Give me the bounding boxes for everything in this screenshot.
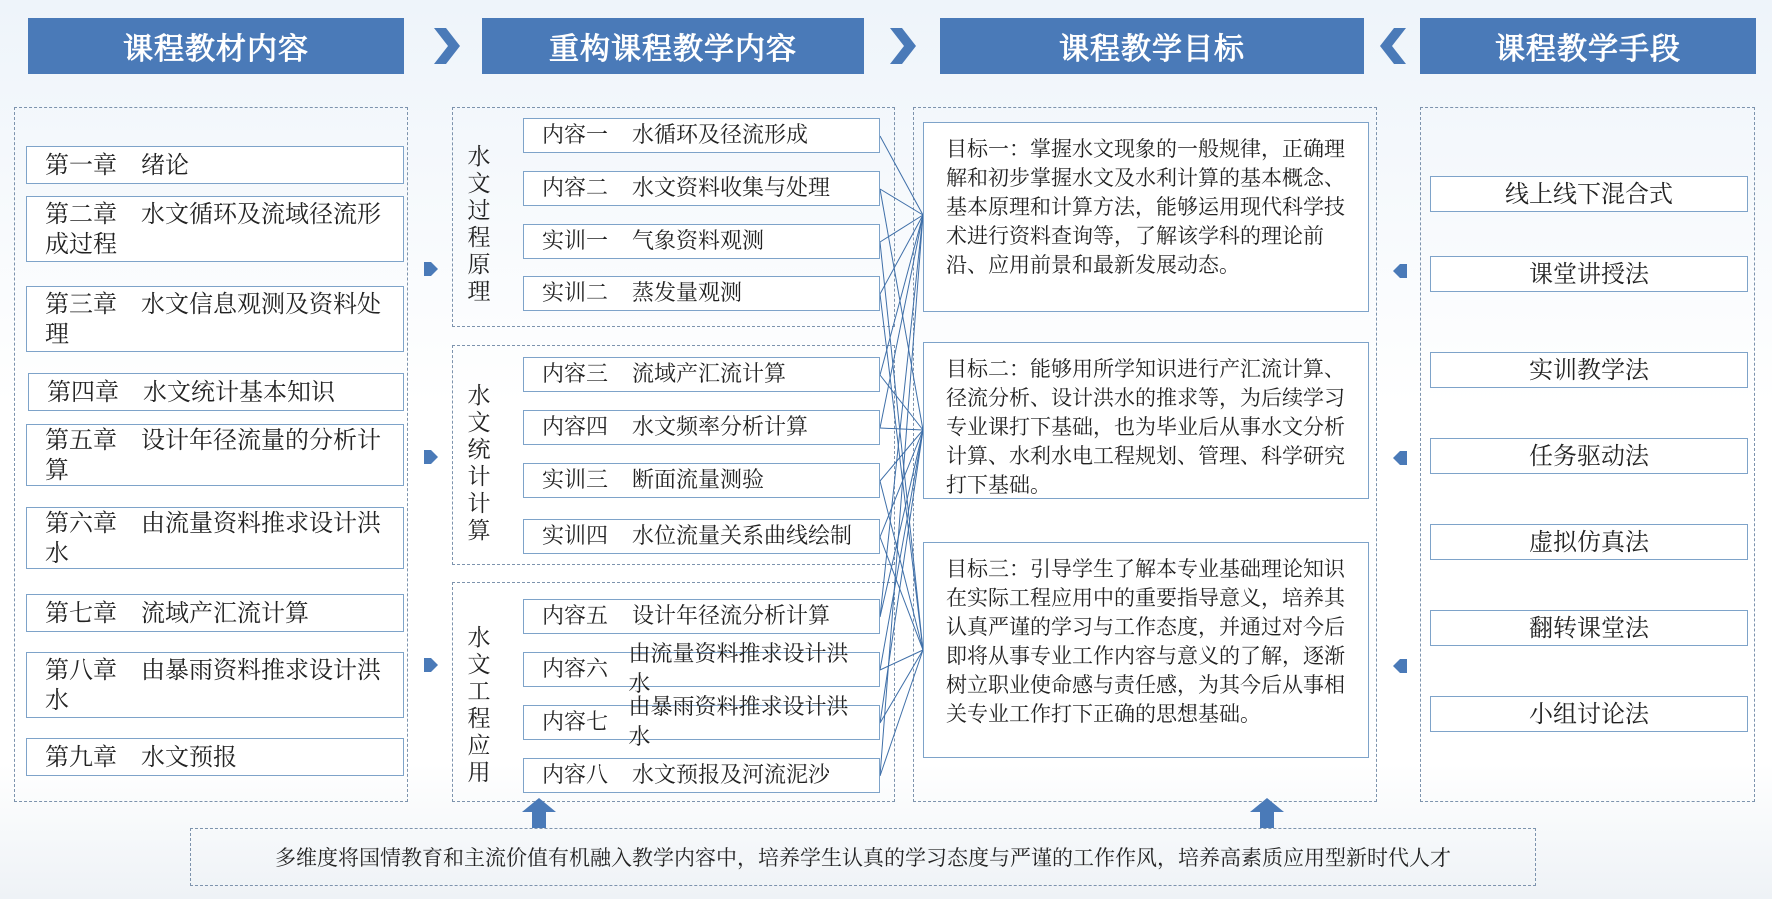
item-tag: 实训一: [542, 228, 609, 254]
item-text: 水文频率分析计算: [632, 414, 809, 440]
item-text: 设计年径流分析计算: [632, 603, 831, 629]
goal-2: 目标二：能够用所学知识进行产汇流计算、径流分析、设计洪水的推求等，为后续学习专业课打下基础，也为毕业后从事水文分析计算、水利水电工程规划、管理、科学研究打下基础。: [923, 342, 1369, 499]
chapter-5: 第五章 设计年径流量的分析计算: [26, 424, 404, 486]
arrow-up-icon: [522, 798, 556, 828]
header-teaching-goals: 课程教学目标: [940, 18, 1364, 74]
item-tag: 内容五: [542, 603, 609, 629]
item-text: 气象资料观测: [632, 228, 765, 254]
chapter-8: 第八章 由暴雨资料推求设计洪水: [26, 652, 404, 718]
content-item: [523, 519, 880, 554]
item-text: 由暴雨资料推求设计洪水: [628, 694, 849, 750]
item-tag: 内容六: [542, 656, 609, 682]
header-textbook-content: 课程教材内容: [28, 18, 404, 74]
content-item: [523, 171, 880, 206]
item-tag: 内容二: [542, 175, 609, 201]
item-tag: 内容四: [542, 414, 609, 440]
item-text: 水循环及径流形成: [632, 122, 809, 148]
item-text: 断面流量测验: [632, 467, 765, 493]
chapter-3: 第三章 水文信息观测及资料处理: [26, 286, 404, 352]
method-2: 课堂讲授法: [1430, 256, 1748, 292]
item-text: 流域产汇流计算: [632, 361, 787, 387]
content-item: [523, 276, 880, 311]
header-restructured-content: 重构课程教学内容: [482, 18, 864, 74]
content-item: [523, 118, 880, 153]
arrow-left-icon: [1393, 447, 1407, 469]
header-teaching-methods: 课程教学手段: [1420, 18, 1756, 74]
item-tag: 内容七: [542, 709, 609, 735]
arrow-right-icon: [424, 258, 438, 280]
bottom-summary: [190, 828, 1536, 886]
item-tag: 实训四: [542, 523, 609, 549]
item-tag: 实训二: [542, 280, 609, 306]
content-item: [523, 758, 880, 793]
content-item: [523, 410, 880, 445]
content-item: [523, 357, 880, 392]
chapter-4: 第四章 水文统计基本知识: [28, 373, 404, 411]
content-item: [523, 599, 880, 634]
method-5: 虚拟仿真法: [1430, 524, 1748, 560]
group-label-2: 水文统计计算: [467, 383, 491, 544]
arrow-right-icon: [424, 654, 438, 676]
chapter-2: 第二章 水文循环及流域径流形成过程: [26, 196, 404, 262]
chapter-9: 第九章 水文预报: [26, 738, 404, 776]
item-tag: 内容三: [542, 361, 609, 387]
content-item: [523, 224, 880, 259]
item-text: 水位流量关系曲线绘制: [632, 523, 853, 549]
item-text: 蒸发量观测: [632, 280, 743, 306]
method-6: 翻转课堂法: [1430, 610, 1748, 646]
bottom-text: 多维度将国情教育和主流价值有机融入教学内容中，培养学生认真的学习态度与严谨的工作作风，培养高素质应用型新时代人才: [275, 846, 1451, 870]
arrow-left-icon: [1393, 260, 1407, 282]
item-tag: 内容一: [542, 122, 609, 148]
content-item: [523, 641, 880, 697]
item-text: 水文预报及河流泥沙: [632, 762, 831, 788]
group-label-1: 水文过程原理: [467, 144, 491, 305]
item-text: 由流量资料推求设计洪水: [628, 641, 849, 697]
item-tag: 实训三: [542, 467, 609, 493]
method-7: 小组讨论法: [1430, 696, 1748, 732]
arrow-right-icon: [424, 446, 438, 468]
chapter-6: 第六章 由流量资料推求设计洪水: [26, 507, 404, 569]
chapter-1: 第一章 绪论: [26, 146, 404, 184]
item-text: 水文资料收集与处理: [632, 175, 831, 201]
group-label-3: 水文工程应用: [467, 625, 491, 786]
method-4: 任务驱动法: [1430, 438, 1748, 474]
content-item: [523, 694, 880, 750]
method-3: 实训教学法: [1430, 352, 1748, 388]
chapter-7: 第七章 流域产汇流计算: [26, 594, 404, 632]
arrow-left-icon: [1393, 655, 1407, 677]
goal-3: 目标三：引导学生了解本专业基础理论知识在实际工程应用中的重要指导意义，培养其认真严谨的学习与工作态度，并通过对今后即将从事专业工作内容与意义的了解，逐渐树立职业使命感与责任感，为其今后从事相关专业工作打下正确的思想基础。: [923, 542, 1369, 758]
goal-1: 目标一：掌握水文现象的一般规律，正确理解和初步掌握水文及水利计算的基本概念、基本原理和计算方法，能够运用现代科学技术进行资料查询等，了解该学科的理论前沿、应用前景和最新发展动态。: [923, 122, 1369, 312]
item-tag: 内容八: [542, 762, 609, 788]
arrow-up-icon: [1250, 798, 1284, 828]
method-1: 线上线下混合式: [1430, 176, 1748, 212]
content-item: [523, 463, 880, 498]
